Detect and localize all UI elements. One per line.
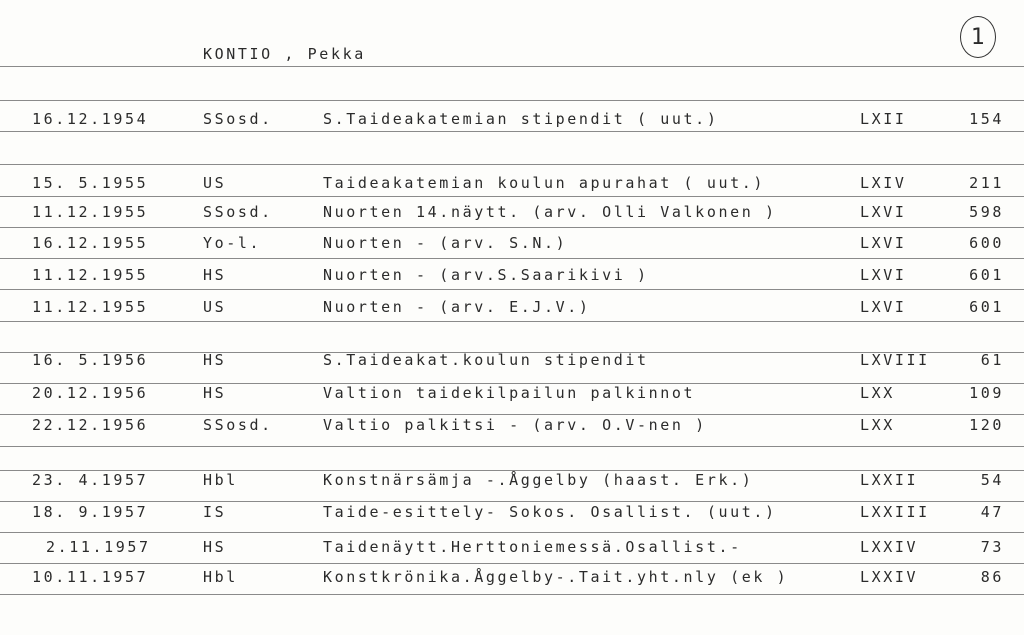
entry-source: SSosd. <box>203 203 273 221</box>
entry-date: 23. 4.1957 <box>32 471 149 489</box>
entry-volume: LXVI <box>860 203 907 221</box>
entry-source: IS <box>203 503 227 521</box>
entry-text: Taidenäytt.Herttoniemessä.Osallist.- <box>323 538 742 556</box>
entry-source: HS <box>203 266 227 284</box>
entry-volume: LXVI <box>860 234 907 252</box>
ruled-line <box>0 563 1024 564</box>
entry-page: 600 <box>969 234 1004 252</box>
ruled-line <box>0 164 1024 165</box>
entry-text: S.Taideakatemian stipendit ( uut.) <box>323 110 719 128</box>
entry-text: Taideakatemian koulun apurahat ( uut.) <box>323 174 765 192</box>
entry-volume: LXX <box>860 384 895 402</box>
entry-volume: LXXIV <box>860 538 919 556</box>
entry-volume: LXVIII <box>860 351 930 369</box>
entry-source: SSosd. <box>203 416 273 434</box>
entry-page: 598 <box>969 203 1004 221</box>
entry-volume: LXX <box>860 416 895 434</box>
entry-page: 211 <box>969 174 1004 192</box>
ruled-line <box>0 258 1024 259</box>
entry-page: 47 <box>980 503 1004 521</box>
entry-page: 54 <box>980 471 1004 489</box>
entry-date: 20.12.1956 <box>32 384 149 402</box>
ruled-line <box>0 131 1024 132</box>
entry-source: HS <box>203 538 227 556</box>
entry-date: 16.12.1955 <box>32 234 149 252</box>
entry-date: 2.11.1957 <box>46 538 151 556</box>
entry-text: Konstkrönika.Åggelby-.Tait.yht.nly (ek ) <box>323 568 789 586</box>
page-number: 1 <box>960 16 996 58</box>
entry-volume: LXXII <box>860 471 919 489</box>
entry-text: Nuorten - (arv. E.J.V.) <box>323 298 591 316</box>
entry-text: Nuorten - (arv. S.N.) <box>323 234 568 252</box>
entry-volume: LXVI <box>860 298 907 316</box>
entry-page: 601 <box>969 266 1004 284</box>
ruled-line <box>0 227 1024 228</box>
entry-volume: LXXIV <box>860 568 919 586</box>
entry-page: 109 <box>969 384 1004 402</box>
entry-text: Nuorten - (arv.S.Saarikivi ) <box>323 266 649 284</box>
entry-date: 11.12.1955 <box>32 298 149 316</box>
entry-text: Konstnärsämja -.Åggelby (haast. Erk.) <box>323 471 754 489</box>
entry-date: 11.12.1955 <box>32 203 149 221</box>
person-name: KONTIO , Pekka <box>203 45 366 63</box>
ruled-line <box>0 594 1024 595</box>
entry-volume: LXII <box>860 110 907 128</box>
entry-page: 86 <box>980 568 1004 586</box>
ruled-line <box>0 100 1024 101</box>
ruled-line <box>0 532 1024 533</box>
entry-source: US <box>203 174 227 192</box>
entry-source: Hbl <box>203 471 238 489</box>
entry-source: US <box>203 298 227 316</box>
ruled-line <box>0 446 1024 447</box>
entry-text: Valtion taidekilpailun palkinnot <box>323 384 696 402</box>
ruled-line <box>0 196 1024 197</box>
entry-volume: LXXIII <box>860 503 930 521</box>
entry-text: Nuorten 14.näytt. (arv. Olli Valkonen ) <box>323 203 777 221</box>
entry-text: Valtio palkitsi - (arv. O.V-nen ) <box>323 416 707 434</box>
entry-text: Taide-esittely- Sokos. Osallist. (uut.) <box>323 503 777 521</box>
entry-source: HS <box>203 351 227 369</box>
entry-page: 601 <box>969 298 1004 316</box>
entry-volume: LXIV <box>860 174 907 192</box>
entry-page: 61 <box>980 351 1004 369</box>
entry-page: 73 <box>980 538 1004 556</box>
ruled-line <box>0 414 1024 415</box>
entry-date: 16.12.1954 <box>32 110 149 128</box>
entry-source: Hbl <box>203 568 238 586</box>
entry-page: 154 <box>969 110 1004 128</box>
entry-source: SSosd. <box>203 110 273 128</box>
entry-text: S.Taideakat.koulun stipendit <box>323 351 649 369</box>
ruled-line <box>0 289 1024 290</box>
ruled-line <box>0 321 1024 322</box>
entry-date: 15. 5.1955 <box>32 174 149 192</box>
ruled-line <box>0 66 1024 67</box>
entry-date: 18. 9.1957 <box>32 503 149 521</box>
entry-source: Yo-l. <box>203 234 262 252</box>
entry-volume: LXVI <box>860 266 907 284</box>
entry-date: 11.12.1955 <box>32 266 149 284</box>
entry-page: 120 <box>969 416 1004 434</box>
entry-source: HS <box>203 384 227 402</box>
entry-date: 10.11.1957 <box>32 568 149 586</box>
entry-date: 16. 5.1956 <box>32 351 149 369</box>
entry-date: 22.12.1956 <box>32 416 149 434</box>
ruled-line <box>0 501 1024 502</box>
